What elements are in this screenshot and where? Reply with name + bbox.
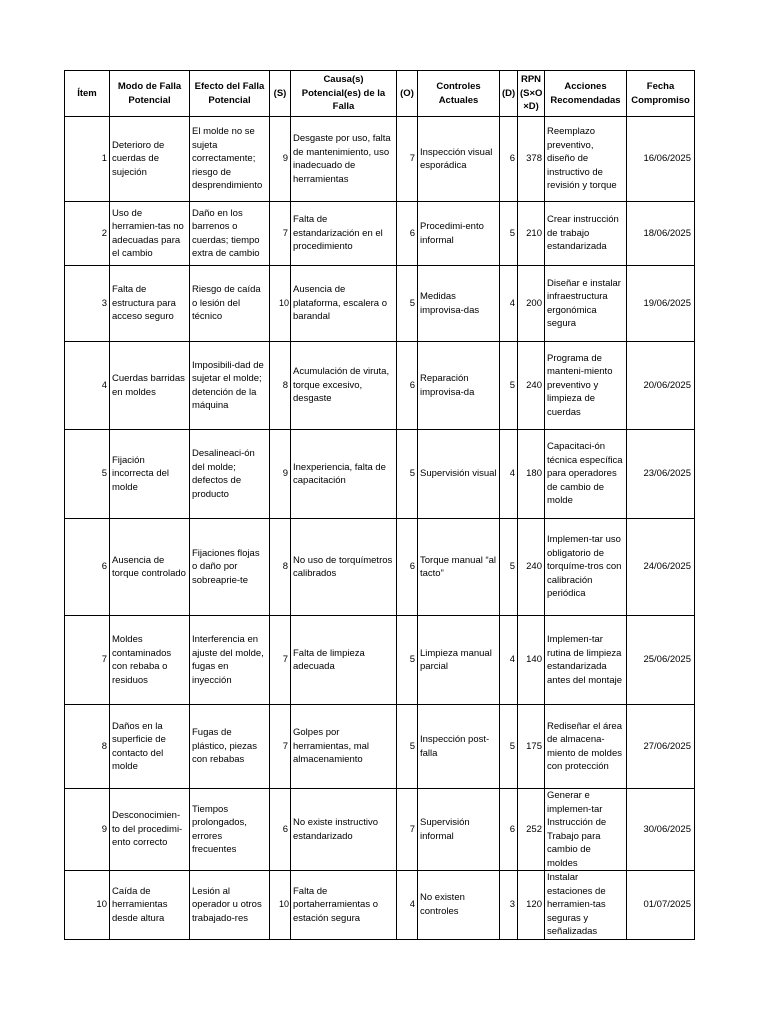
cell-actions: Capacitaci-ón técnica específica para operadores de cambio de molde [545,430,627,519]
cell-actions: Implemen-tar uso obligatorio de torquíme-tros con calibración periódica [545,519,627,616]
header-item: Ítem [65,71,110,117]
cell-occurrence: 5 [397,616,418,705]
cell-cause: No uso de torquímetros calibrados [291,519,397,616]
cell-controls: Reparación improvisa-da [418,342,500,430]
cell-date: 18/06/2025 [627,202,695,266]
header-row [65,71,695,117]
cell-detection: 4 [500,266,518,342]
cell-rpn: 140 [518,616,545,705]
cell-detection: 5 [500,519,518,616]
header-failure-mode: Modo de Falla Potencial [110,71,190,117]
cell-failure-mode: Moldes contaminados con rebaba o residuos [110,616,190,705]
table-row [65,202,695,266]
cell-occurrence: 5 [397,430,418,519]
cell-cause: Desgaste por uso, falta de mantenimiento, uso inadecuado de herramientas [291,117,397,202]
cell-detection: 6 [500,789,518,871]
cell-effect: Interferencia en ajuste del molde, fugas en inyección [190,616,270,705]
cell-controls: Procedimi-ento informal [418,202,500,266]
cell-cause: Acumulación de viruta, torque excesivo, desgaste [291,342,397,430]
cell-item: 6 [65,519,110,616]
cell-failure-mode: Ausencia de torque controlado [110,519,190,616]
cell-failure-mode: Daños en la superficie de contacto del molde [110,705,190,789]
table-row [65,789,695,871]
header-cause: Causa(s) Potencial(es) de la Falla [291,71,397,117]
cell-severity: 8 [270,519,291,616]
header-actions: Acciones Recomendadas [545,71,627,117]
cell-failure-mode: Caída de herramientas desde altura [110,871,190,940]
header-controls: Controles Actuales [418,71,500,117]
cell-effect: Tiempos prolongados, errores frecuentes [190,789,270,871]
table-row [65,430,695,519]
header-severity: (S) [270,71,291,117]
header-date: Fecha Compromiso [627,71,695,117]
cell-actions: Diseñar e instalar infraestructura ergonómica segura [545,266,627,342]
table-row [65,342,695,430]
cell-effect: Riesgo de caída o lesión del técnico [190,266,270,342]
cell-cause: Falta de portaherramientas o estación segura [291,871,397,940]
cell-controls: Medidas improvisa-das [418,266,500,342]
cell-cause: Inexperiencia, falta de capacitación [291,430,397,519]
cell-actions: Reemplazo preventivo, diseño de instructivo de revisión y torque [545,117,627,202]
cell-item: 9 [65,789,110,871]
cell-occurrence: 6 [397,519,418,616]
cell-occurrence: 7 [397,789,418,871]
cell-effect: El molde no se sujeta correctamente; riesgo de desprendimiento [190,117,270,202]
cell-controls: Limpieza manual parcial [418,616,500,705]
cell-severity: 10 [270,871,291,940]
cell-detection: 5 [500,705,518,789]
cell-occurrence: 6 [397,342,418,430]
cell-rpn: 120 [518,871,545,940]
cell-date: 25/06/2025 [627,616,695,705]
cell-controls: Inspección visual esporádica [418,117,500,202]
cell-effect: Lesión al operador u otros trabajado-res [190,871,270,940]
cell-actions: Programa de manteni-miento preventivo y limpieza de cuerdas [545,342,627,430]
cell-cause: Falta de limpieza adecuada [291,616,397,705]
header-effect: Efecto del Falla Potencial [190,71,270,117]
cell-actions: Generar e implemen-tar Instrucción de Trabajo para cambio de moldes [545,789,627,871]
cell-detection: 6 [500,117,518,202]
cell-severity: 6 [270,789,291,871]
cell-actions: Instalar estaciones de herramien-tas seguras y señalizadas [545,871,627,940]
cell-rpn: 378 [518,117,545,202]
cell-failure-mode: Deterioro de cuerdas de sujeción [110,117,190,202]
cell-occurrence: 5 [397,705,418,789]
cell-item: 2 [65,202,110,266]
cell-item: 3 [65,266,110,342]
cell-actions: Crear instrucción de trabajo estandarizada [545,202,627,266]
cell-item: 10 [65,871,110,940]
cell-item: 1 [65,117,110,202]
cell-failure-mode: Uso de herramien-tas no adecuadas para el cambio [110,202,190,266]
cell-rpn: 240 [518,342,545,430]
cell-date: 01/07/2025 [627,871,695,940]
cell-rpn: 210 [518,202,545,266]
cell-detection: 5 [500,202,518,266]
cell-item: 5 [65,430,110,519]
cell-detection: 3 [500,871,518,940]
table-row [65,266,695,342]
cell-occurrence: 7 [397,117,418,202]
cell-date: 20/06/2025 [627,342,695,430]
cell-controls: No existen controles [418,871,500,940]
cell-controls: Torque manual “al tacto” [418,519,500,616]
cell-date: 27/06/2025 [627,705,695,789]
cell-effect: Fugas de plástico, piezas con rebabas [190,705,270,789]
header-rpn: RPN (S×O ×D) [518,71,545,117]
cell-severity: 10 [270,266,291,342]
cell-cause: Golpes por herramientas, mal almacenamiento [291,705,397,789]
cell-actions: Implemen-tar rutina de limpieza estandarizada antes del montaje [545,616,627,705]
cell-actions: Rediseñar el área de almacena-miento de moldes con protección [545,705,627,789]
header-occurrence: (O) [397,71,418,117]
cell-effect: Daño en los barrenos o cuerdas; tiempo extra de cambio [190,202,270,266]
cell-item: 7 [65,616,110,705]
cell-effect: Fijaciones flojas o daño por sobreaprie-te [190,519,270,616]
cell-severity: 9 [270,430,291,519]
cell-item: 8 [65,705,110,789]
cell-severity: 9 [270,117,291,202]
cell-controls: Supervisión visual [418,430,500,519]
cell-cause: No existe instructivo estandarizado [291,789,397,871]
cell-controls: Supervisión informal [418,789,500,871]
cell-cause: Falta de estandarización en el procedimiento [291,202,397,266]
cell-detection: 5 [500,342,518,430]
cell-rpn: 200 [518,266,545,342]
cell-cause: Ausencia de plataforma, escalera o barandal [291,266,397,342]
table-row [65,616,695,705]
cell-rpn: 240 [518,519,545,616]
cell-severity: 8 [270,342,291,430]
cell-effect: Desalineaci-ón del molde; defectos de producto [190,430,270,519]
table-row [65,705,695,789]
cell-rpn: 180 [518,430,545,519]
cell-effect: Imposibili-dad de sujetar el molde; detención de la máquina [190,342,270,430]
cell-failure-mode: Falta de estructura para acceso seguro [110,266,190,342]
header-detection: (D) [500,71,518,117]
cell-severity: 7 [270,705,291,789]
table-row [65,871,695,940]
cell-rpn: 175 [518,705,545,789]
cell-occurrence: 6 [397,202,418,266]
cell-date: 16/06/2025 [627,117,695,202]
table-row [65,117,695,202]
cell-controls: Inspección post-falla [418,705,500,789]
cell-failure-mode: Fijación incorrecta del molde [110,430,190,519]
cell-occurrence: 4 [397,871,418,940]
cell-rpn: 252 [518,789,545,871]
cell-date: 23/06/2025 [627,430,695,519]
cell-failure-mode: Cuerdas barridas en moldes [110,342,190,430]
cell-item: 4 [65,342,110,430]
cell-severity: 7 [270,616,291,705]
cell-date: 19/06/2025 [627,266,695,342]
cell-severity: 7 [270,202,291,266]
cell-occurrence: 5 [397,266,418,342]
cell-failure-mode: Desconocimien-to del procedimi-ento correcto [110,789,190,871]
cell-date: 30/06/2025 [627,789,695,871]
cell-detection: 4 [500,430,518,519]
cell-date: 24/06/2025 [627,519,695,616]
cell-detection: 4 [500,616,518,705]
fmea-table [64,70,695,940]
table-row [65,519,695,616]
